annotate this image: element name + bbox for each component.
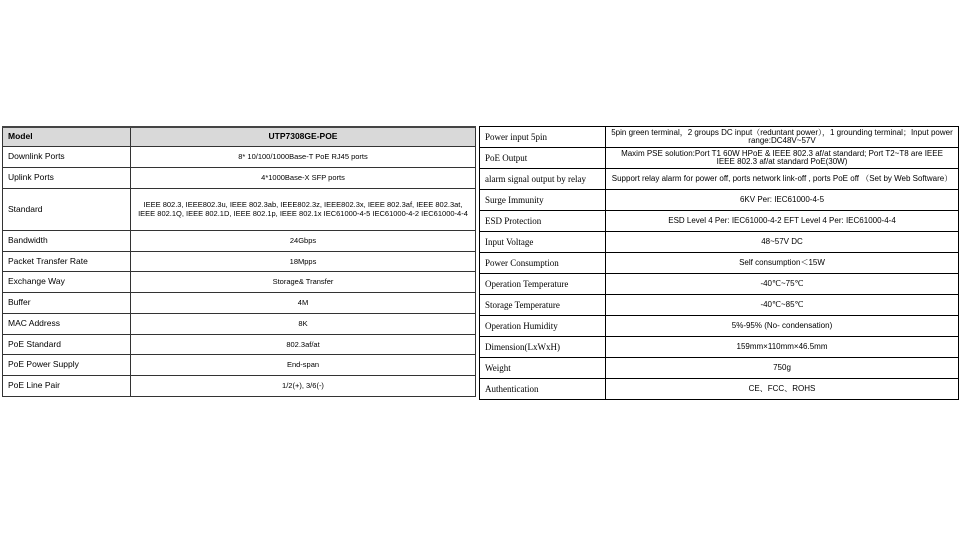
- table-row: [3, 167, 476, 188]
- row-value: Maxim PSE solution:Port T1 60W HPoE & IEEE 802.3 af/at standard; Port T2~T8 are IEEE IEEE 802.3 af/at standard PoE(30W): [606, 148, 959, 169]
- row-label: Operation Temperature: [480, 274, 606, 295]
- row-value: 18Mpps: [131, 251, 476, 271]
- row-value: -40℃~75℃: [606, 274, 959, 295]
- table-row: [3, 354, 476, 375]
- table-row: [3, 334, 476, 354]
- row-label: PoE Power Supply: [3, 354, 131, 375]
- row-label: MAC Address: [3, 313, 131, 334]
- row-label: Bandwidth: [3, 230, 131, 251]
- row-value: 159mm×110mm×46.5mm: [606, 337, 959, 358]
- header-model: UTP7308GE-POE: [131, 127, 476, 146]
- table-row: [3, 271, 476, 292]
- row-label: Weight: [480, 358, 606, 379]
- row-value: -40℃~85℃: [606, 295, 959, 316]
- row-value: ESD Level 4 Per: IEC61000-4-2 EFT Level 4 Per: IEC61000-4-4: [606, 211, 959, 232]
- table-row: [480, 253, 959, 274]
- row-value: 8* 10/100/1000Base-T PoE RJ45 ports: [131, 146, 476, 167]
- row-value: End-span: [131, 354, 476, 375]
- row-value: 8K: [131, 313, 476, 334]
- row-label: Standard: [3, 188, 131, 230]
- row-label: Buffer: [3, 292, 131, 313]
- row-label: Dimension(LxWxH): [480, 337, 606, 358]
- row-value: Self consumption＜15W: [606, 253, 959, 274]
- table-row: [480, 211, 959, 232]
- spec-table-left: [2, 126, 476, 397]
- table-row: [480, 127, 959, 148]
- row-value: 802.3af/at: [131, 334, 476, 354]
- row-label: Storage Temperature: [480, 295, 606, 316]
- table-row: [3, 251, 476, 271]
- row-value: 24Gbps: [131, 230, 476, 251]
- row-value: 6KV Per: IEC61000-4-5: [606, 190, 959, 211]
- table-row: [480, 232, 959, 253]
- table-row: [480, 274, 959, 295]
- row-value: IEEE 802.3, IEEE802.3u, IEEE 802.3ab, IEEE802.3z, IEEE802.3x, IEEE 802.3af, IEEE 802.3at, IEEE 802.1Q, IEEE 802.1D, IEEE 802.1p, IEEE 802.1x IEC61000-4-5 IEC61000-4-2 IEC61000-4-4: [131, 188, 476, 230]
- row-value: 5pin green terminal，2 groups DC input（reduntant power），1 grounding terminal；Input power range:DC48V~57V: [606, 127, 959, 148]
- row-value: Support relay alarm for power off, ports network link-off , ports PoE off （Set by Web Software）: [606, 169, 959, 190]
- table-row: [480, 337, 959, 358]
- row-label: PoE Output: [480, 148, 606, 169]
- row-label: Surge Immunity: [480, 190, 606, 211]
- table-row: [480, 190, 959, 211]
- row-value: Storage& Transfer: [131, 271, 476, 292]
- row-value: 48~57V DC: [606, 232, 959, 253]
- row-value: 4*1000Base-X SFP ports: [131, 167, 476, 188]
- row-value: CE、FCC、ROHS: [606, 379, 959, 400]
- row-label: Uplink Ports: [3, 167, 131, 188]
- row-label: PoE Standard: [3, 334, 131, 354]
- row-value: 5%-95% (No- condensation): [606, 316, 959, 337]
- row-label: ESD Protection: [480, 211, 606, 232]
- table-row: [3, 188, 476, 230]
- table-row: [480, 295, 959, 316]
- table-row: [3, 375, 476, 396]
- table-row: [480, 148, 959, 169]
- table-row: [480, 379, 959, 400]
- row-value: 4M: [131, 292, 476, 313]
- table-row: [3, 292, 476, 313]
- row-label: alarm signal output by relay: [480, 169, 606, 190]
- table-row: [480, 358, 959, 379]
- row-label: Packet Transfer Rate: [3, 251, 131, 271]
- table-row: [480, 316, 959, 337]
- table-row: [480, 169, 959, 190]
- row-label: Input Voltage: [480, 232, 606, 253]
- row-label: Power Consumption: [480, 253, 606, 274]
- table-row: [3, 146, 476, 167]
- row-label: Authentication: [480, 379, 606, 400]
- table-row: [3, 230, 476, 251]
- row-label: Exchange Way: [3, 271, 131, 292]
- row-label: Power input 5pin: [480, 127, 606, 148]
- row-label: Downlink Ports: [3, 146, 131, 167]
- row-label: Operation Humidity: [480, 316, 606, 337]
- spec-table-right: [479, 126, 959, 400]
- row-value: 1/2(+), 3/6(-): [131, 375, 476, 396]
- row-label: PoE Line Pair: [3, 375, 131, 396]
- table-row: [3, 313, 476, 334]
- table-header-row: [3, 127, 476, 146]
- header-label: Model: [3, 127, 131, 146]
- row-value: 750g: [606, 358, 959, 379]
